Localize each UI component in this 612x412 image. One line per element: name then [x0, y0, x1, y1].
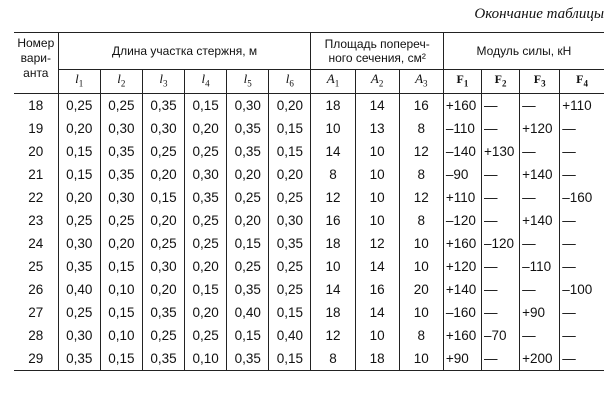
table-cell: 0,30 [269, 209, 311, 232]
table-cell: –90 [443, 163, 481, 186]
table-cell: 14 [311, 140, 355, 163]
table-cell: 0,25 [269, 278, 311, 301]
variant-number-cell: 20 [14, 140, 58, 163]
table-cell: — [481, 117, 519, 140]
table-cell: 0,40 [58, 278, 100, 301]
table-cell: 16 [399, 94, 443, 118]
table-cell: +160 [443, 232, 481, 255]
subheader-cell: $l_2$ [100, 70, 142, 94]
variant-header: Номер вари- анта [14, 33, 58, 94]
table-cell: 8 [399, 324, 443, 347]
table-cell: 8 [399, 117, 443, 140]
variant-number-cell: 18 [14, 94, 58, 118]
table-cell: 0,15 [227, 232, 269, 255]
table-cell: 14 [355, 94, 399, 118]
table-cell: +200 [520, 347, 560, 371]
table-cell: 0,35 [227, 117, 269, 140]
table-cell: 0,20 [269, 94, 311, 118]
table-row [14, 209, 604, 232]
table-cell: 0,30 [100, 186, 142, 209]
table-cell: 0,10 [100, 324, 142, 347]
table-cell: 18 [355, 347, 399, 371]
variant-number-cell: 29 [14, 347, 58, 371]
variant-number-cell: 23 [14, 209, 58, 232]
table-cell: — [520, 140, 560, 163]
table-cell: +160 [443, 324, 481, 347]
variant-number-cell: 26 [14, 278, 58, 301]
table-cell: 12 [355, 232, 399, 255]
table-cell: 0,30 [142, 255, 184, 278]
table-cell: 0,15 [58, 140, 100, 163]
table-cell: — [560, 232, 604, 255]
table-row [14, 140, 604, 163]
table-cell: 0,35 [227, 347, 269, 371]
table-cell: +90 [443, 347, 481, 371]
subheader-cell: $l_6$ [269, 70, 311, 94]
table-cell: 0,15 [185, 94, 227, 118]
table-cell: 10 [399, 232, 443, 255]
table-cell: 0,35 [142, 301, 184, 324]
table-cell: — [560, 209, 604, 232]
table-cell: 0,15 [100, 301, 142, 324]
table-cell: +160 [443, 94, 481, 118]
table-cell: 0,35 [100, 140, 142, 163]
table-cell: 18 [311, 232, 355, 255]
table-cell: 0,20 [185, 117, 227, 140]
table-cell: +130 [481, 140, 519, 163]
table-cell: 8 [399, 209, 443, 232]
table-cell: 0,15 [227, 324, 269, 347]
table-cell: +120 [520, 117, 560, 140]
table-cell: — [560, 140, 604, 163]
subheader-cell: $l_3$ [142, 70, 184, 94]
table-row [14, 163, 604, 186]
table-cell: — [560, 163, 604, 186]
table-cell: 10 [355, 209, 399, 232]
table-cell: 0,30 [227, 94, 269, 118]
lengths-header: Длина участка стержня, м [58, 33, 311, 70]
table-cell: 0,25 [58, 209, 100, 232]
table-cell: 0,25 [142, 232, 184, 255]
table-cell: 10 [355, 140, 399, 163]
table-cell: 18 [311, 94, 355, 118]
table-cell: 0,25 [142, 140, 184, 163]
table-cell: 0,25 [185, 209, 227, 232]
table-cell: 0,25 [142, 324, 184, 347]
table-cell: 8 [311, 347, 355, 371]
table-cell: 18 [311, 301, 355, 324]
table-cell: 0,15 [185, 278, 227, 301]
variant-number-cell: 22 [14, 186, 58, 209]
table-cell: — [481, 209, 519, 232]
table-cell: 14 [355, 255, 399, 278]
subheader-cell: $F_2$ [481, 70, 519, 94]
table-cell: 0,10 [185, 347, 227, 371]
table-cell: 0,20 [227, 209, 269, 232]
table-cell: 0,25 [269, 186, 311, 209]
table-cell: –140 [443, 140, 481, 163]
table-cell: 0,30 [185, 163, 227, 186]
table-cell: 10 [311, 255, 355, 278]
table-cell: — [560, 117, 604, 140]
table-cell: 10 [355, 324, 399, 347]
table-cell: 0,25 [100, 209, 142, 232]
table-cell: 0,20 [142, 278, 184, 301]
table-cell: — [520, 232, 560, 255]
table-cell: 0,10 [100, 278, 142, 301]
table-cell: 0,20 [227, 163, 269, 186]
table-row [14, 278, 604, 301]
table-cell: 12 [399, 186, 443, 209]
table-cell: 0,30 [142, 117, 184, 140]
table-cell: 0,35 [142, 347, 184, 371]
table-cell: — [481, 347, 519, 371]
table-cell: 0,20 [58, 186, 100, 209]
table-cell: 0,20 [185, 255, 227, 278]
table-row [14, 232, 604, 255]
table-cell: 10 [399, 301, 443, 324]
table-cell: 16 [311, 209, 355, 232]
table-cell: — [481, 278, 519, 301]
table-row [14, 301, 604, 324]
variant-number-cell: 28 [14, 324, 58, 347]
table-row [14, 347, 604, 371]
table-cell: 10 [355, 186, 399, 209]
table-cell: 0,30 [100, 117, 142, 140]
table-cell: 10 [311, 117, 355, 140]
table-cell: –160 [560, 186, 604, 209]
subheader-cell: $A_1$ [311, 70, 355, 94]
table-cell: –120 [481, 232, 519, 255]
table-cell: — [560, 347, 604, 371]
table-cell: 0,35 [142, 94, 184, 118]
table-cell: +140 [520, 209, 560, 232]
table-cell: 14 [355, 301, 399, 324]
subheader-cell: $A_2$ [355, 70, 399, 94]
table-cell: 14 [311, 278, 355, 301]
table-cell: 0,35 [227, 278, 269, 301]
table-cell: — [560, 301, 604, 324]
table-cell: 0,40 [227, 301, 269, 324]
table-cell: +120 [443, 255, 481, 278]
variant-number-cell: 27 [14, 301, 58, 324]
table-cell: 16 [355, 278, 399, 301]
table-cell: 10 [399, 347, 443, 371]
table-cell: 13 [355, 117, 399, 140]
table-cell: +140 [443, 278, 481, 301]
data-table [14, 32, 604, 371]
subheader-cell: $l_4$ [185, 70, 227, 94]
table-cell: 0,25 [185, 324, 227, 347]
table-row [14, 94, 604, 118]
table-cell: 0,20 [142, 209, 184, 232]
table-row [14, 117, 604, 140]
table-cell: — [520, 278, 560, 301]
subheader-cell: $A_3$ [399, 70, 443, 94]
table-cell: –100 [560, 278, 604, 301]
table-cell: –160 [443, 301, 481, 324]
table-row [14, 186, 604, 209]
force-header: Модуль силы, кН [443, 33, 604, 70]
table-cell: –110 [443, 117, 481, 140]
area-header: Площадь попереч- ного сечения, см² [311, 33, 443, 70]
table-cell: 0,20 [142, 163, 184, 186]
table-cell: 0,25 [185, 232, 227, 255]
table-row [14, 255, 604, 278]
table-cell: 10 [399, 255, 443, 278]
table-cell: 0,30 [58, 232, 100, 255]
table-cell: 0,15 [269, 140, 311, 163]
table-cell: 0,15 [269, 301, 311, 324]
table-cell: 0,25 [227, 186, 269, 209]
table-cell: –110 [520, 255, 560, 278]
table-cell: 0,15 [269, 347, 311, 371]
subheader-cell: $F_1$ [443, 70, 481, 94]
table-cell: 0,35 [58, 255, 100, 278]
table-cell: 8 [399, 163, 443, 186]
table-cell: — [481, 94, 519, 118]
table-cell: 0,40 [269, 324, 311, 347]
table-cell: 0,30 [58, 324, 100, 347]
table-cell: 12 [311, 324, 355, 347]
table-cell: 0,25 [58, 94, 100, 118]
table-cell: — [560, 324, 604, 347]
table-cell: 0,35 [269, 232, 311, 255]
variant-number-cell: 19 [14, 117, 58, 140]
table-cell: 0,25 [185, 140, 227, 163]
table-cell: +140 [520, 163, 560, 186]
table-cell: 0,15 [142, 186, 184, 209]
table-cell: 0,20 [185, 301, 227, 324]
table-cell: 10 [355, 163, 399, 186]
subheader-cell: $l_1$ [58, 70, 100, 94]
table-cell: 0,20 [269, 163, 311, 186]
table-cell: 0,35 [58, 347, 100, 371]
table-cell: –120 [443, 209, 481, 232]
table-cell: 0,35 [100, 163, 142, 186]
table-cell: 0,25 [227, 255, 269, 278]
table-cell: 0,25 [269, 255, 311, 278]
variant-number-cell: 21 [14, 163, 58, 186]
table-cell: — [481, 186, 519, 209]
variant-number-cell: 25 [14, 255, 58, 278]
table-cell: 0,15 [269, 117, 311, 140]
table-cell: +90 [520, 301, 560, 324]
subheader-cell: $F_3$ [520, 70, 560, 94]
subheader-cell: $l_5$ [227, 70, 269, 94]
table-cell: 0,25 [100, 94, 142, 118]
table-row [14, 324, 604, 347]
table-cell: 0,25 [58, 301, 100, 324]
table-cell: — [520, 186, 560, 209]
table-cell: 0,35 [185, 186, 227, 209]
table-cell: 20 [399, 278, 443, 301]
table-cell: — [481, 163, 519, 186]
table-cell: — [520, 324, 560, 347]
table-cell: — [481, 255, 519, 278]
table-cell: 0,20 [100, 232, 142, 255]
table-cell: 12 [311, 186, 355, 209]
table-cell: 0,15 [100, 347, 142, 371]
table-cell: 0,35 [227, 140, 269, 163]
table-cell: — [481, 301, 519, 324]
table-cell: 8 [311, 163, 355, 186]
table-cell: –70 [481, 324, 519, 347]
table-cell: 0,15 [58, 163, 100, 186]
table-cell: +110 [443, 186, 481, 209]
table-cell: 12 [399, 140, 443, 163]
table-cell: +110 [560, 94, 604, 118]
table-cell: — [520, 94, 560, 118]
subheader-cell: $F_4$ [560, 70, 604, 94]
table-cell: 0,15 [100, 255, 142, 278]
table-cell: — [560, 255, 604, 278]
table-caption: Окончание таблицы [474, 6, 604, 22]
variant-number-cell: 24 [14, 232, 58, 255]
table-cell: 0,20 [58, 117, 100, 140]
